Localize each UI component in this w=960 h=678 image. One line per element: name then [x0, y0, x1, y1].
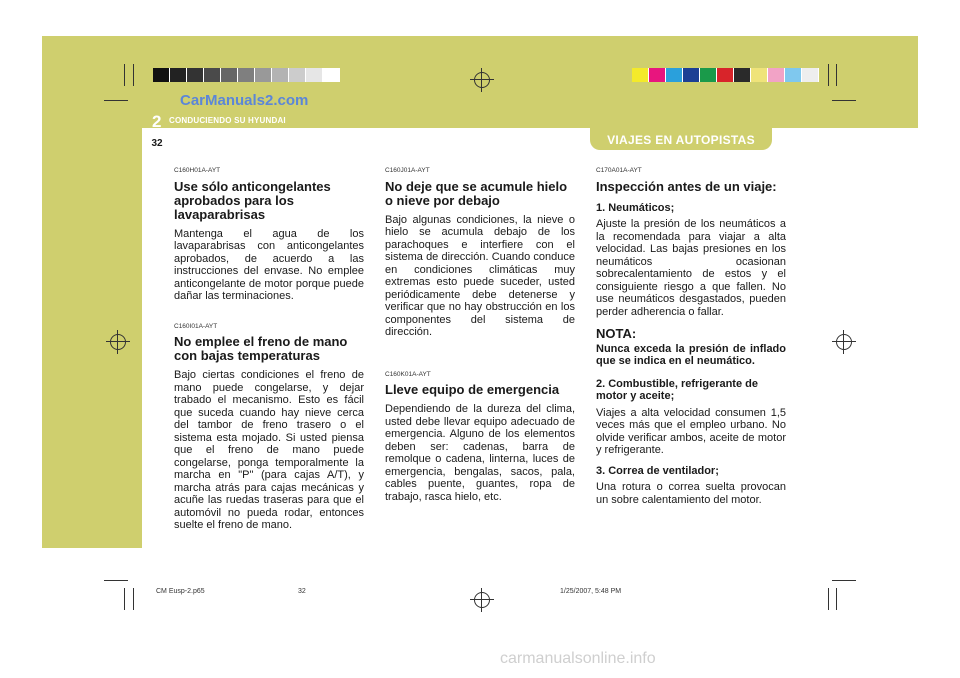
color-swatch [221, 68, 238, 82]
color-bar [632, 68, 819, 82]
color-swatch [170, 68, 187, 82]
bottom-watermark: carmanualsonline.info [500, 650, 656, 667]
footer-file: CM Eusp-2.p65 [156, 588, 205, 595]
section-heading: Use sólo anticongelantes aprobados para los lavaparabrisas [174, 178, 331, 222]
section-body: Mantenga el agua de los lavaparabrisas con anticongelantes aprobados, de acuerdo a las instrucciones del envase. No emplee anticongelante de motor porque puede dañar las terminaciones. [174, 227, 364, 302]
color-swatch [802, 68, 819, 82]
page-number-badge: 32 [142, 136, 172, 152]
note-body: Nunca exceda la presión de inflado que se indica en el neumático. [596, 342, 786, 367]
section-heading: Lleve equipo de emergencia [385, 382, 560, 397]
section-code: C160J01A-AYT [385, 167, 430, 174]
item-title: 3. Correa de ventilador; [596, 464, 719, 477]
section-body: Dependiendo de la dureza del clima, usted debe llevar equipo adecuado de emergencia. Alguno de los elementos deben ser: cadenas, barra de remolque o cadena, linterna, luces de emergencia, bengalas, sacos, pala, cables puente, guantes, ropa de trabajo, rasca hielo, etc. [385, 403, 575, 503]
item-body: Viajes a alta velocidad consumen 1,5 veces más que el empleo urbano. No olvide verificar ambos, aceite de motor y refrigerante. [596, 406, 786, 456]
color-swatch [323, 68, 340, 82]
footer-date: 1/25/2007, 5:48 PM [560, 588, 622, 595]
crop-mark [133, 588, 134, 610]
item-body: Una rotura o correa suelta provocan un sobre calentamiento del motor. [596, 481, 786, 506]
column-1 [174, 165, 364, 550]
color-swatch [768, 68, 785, 82]
crop-mark [828, 588, 829, 610]
registration-mark-icon [836, 334, 852, 350]
chapter-number: 2 [152, 112, 162, 131]
color-swatch [700, 68, 717, 82]
column-2 [385, 165, 575, 521]
crop-mark [836, 64, 837, 86]
crop-mark [828, 64, 829, 86]
color-swatch [683, 68, 700, 82]
registration-mark-icon [110, 334, 126, 350]
color-swatch [255, 68, 272, 82]
section-code: C160I01A-AYT [174, 322, 218, 330]
footer-page: 32 [298, 588, 306, 595]
section-code: C160K01A-AYT [385, 370, 431, 378]
section-heading: No deje que se acumule hielo o nieve por debajo [385, 178, 568, 208]
left-margin-strip [42, 128, 142, 548]
section-heading: No emplee el freno de mano con bajas temperaturas [174, 334, 348, 363]
note-label: NOTA: [596, 326, 637, 341]
item-title: 1. Neumáticos; [596, 201, 675, 214]
registration-mark-icon [474, 72, 490, 88]
section-code: C170A01A-AYT [596, 167, 642, 174]
watermark: CarManuals2.com [180, 92, 309, 109]
section-code: C160H01A-AYT [174, 167, 221, 174]
color-swatch [666, 68, 683, 82]
color-swatch [306, 68, 323, 82]
section-title-tab: VIAJES EN AUTOPISTAS [590, 128, 772, 150]
color-swatch [238, 68, 255, 82]
registration-mark-icon [474, 592, 490, 608]
gray-color-bar [153, 68, 340, 82]
color-swatch [272, 68, 289, 82]
item-body: Ajuste la presión de los neumáticos a la recomendada para viajar a alta velocidad. Las bajas presiones en los neumáticos ocasionan sobrecalentamiento de estos y el consiguiente riesgo a que fallen. No use neumáticos desgastados, pueden perder adherencia o fallar. [596, 218, 786, 318]
crop-mark [832, 580, 856, 581]
item-title: 2. Combustible, refrigerante de motor y aceite; [596, 377, 758, 402]
color-swatch [153, 68, 170, 82]
color-swatch [289, 68, 306, 82]
section-heading: Inspección antes de un viaje: [596, 178, 777, 194]
color-swatch [785, 68, 802, 82]
color-swatch [734, 68, 751, 82]
color-swatch [204, 68, 221, 82]
chapter-title: CONDUCIENDO SU HYUNDAI [169, 116, 286, 125]
color-swatch [717, 68, 734, 82]
crop-mark [133, 64, 134, 86]
color-swatch [187, 68, 204, 82]
color-swatch [751, 68, 768, 82]
crop-mark [104, 580, 128, 581]
section-body: Bajo ciertas condiciones el freno de mano puede congelarse, y dejar trabado el mecanismo. Esto es fácil que suceda cuando hay nieve cerca del tambor de freno trasero o el sistema esta mojado. Si usted piensa que el freno de mano puede congelarse, ponga temporalmente la marcha en "P" (para cajas A/T), y marcha atrás para cajas mecánicas y acuñe las ruedas traseras para que el automóvil no pueda rodar, entonces suelte el freno de mano. [174, 369, 364, 531]
crop-mark [124, 588, 125, 610]
crop-mark [836, 588, 837, 610]
column-3 [596, 165, 786, 524]
section-body: Bajo algunas condiciones, la nieve o hielo se acumula debajo de los parachoques e interfiere con el sistema de dirección. Cuando conduce en condiciones climáticas muy extremas esto puede suceder, usted periódicamente debe detenerse y verificar que no hay obstrucción en los componentes del sistema de dirección. [385, 213, 575, 338]
color-swatch [632, 68, 649, 82]
crop-mark [832, 100, 856, 101]
color-swatch [649, 68, 666, 82]
crop-mark [124, 64, 125, 86]
crop-mark [104, 100, 128, 101]
